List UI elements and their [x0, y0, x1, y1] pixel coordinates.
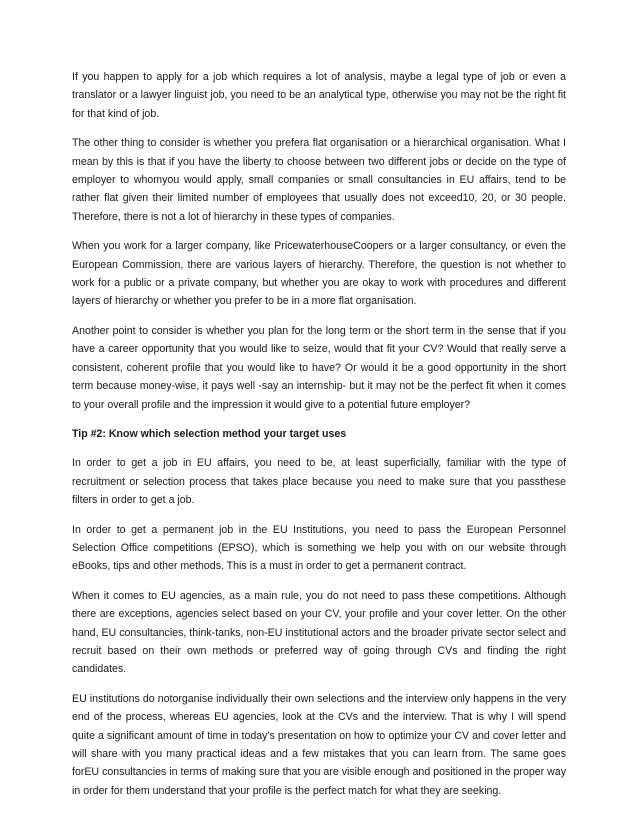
paragraph-larger-company: When you work for a larger company, like PricewaterhouseCoopers or a larger consultancy, or even the European Commission, there are various layers of hierarchy. Therefore, the question is not whether to work for a public or a private company, but whether you are okay to work with procedures and different layers of hierarchy or whether you prefer to be in a more flat organisation. [72, 240, 566, 308]
paragraph-long-short-term: Another point to consider is whether you plan for the long term or the short term in the sense that if you have a career opportunity that you would like to seize, would that fit your CV? Would that really serve a consistent, coherent profile that you would like to have? Or would it be a good opportunity in the short term because money-wise, it pays well -say an internship- but it may not be the perfect fit when it comes to your overall profile and the impression it would give to a potential future employer? [72, 324, 566, 411]
paragraph-eu-agencies: When it comes to EU agencies, as a main rule, you do not need to pass these competitions. Although there are exceptions, agencies select based on your CV, your profile and your cover letter. On the other hand, EU consultancies, think-tanks, non-EU institutional actors and the broader private sector select and recruit based on their own methods or preferred way of going through CVs and finding the right candidates. [72, 589, 566, 676]
paragraph-eu-institutions-selection: EU institutions do notorganise individually their own selections and the interview only happens in the very end of the process, whereas EU agencies, look at the CVs and the interview. That is why I will spend quite a significant amount of time in today’s presentation on how to optimize your CV and cover letter and will share with you many practical ideas and a few mistakes that you can learn from. The same goes forEU consultancies in terms of making sure that you are visible enough and positioned in the proper way in order for them understand that your profile is the perfect match for what they are seeking. [72, 692, 566, 797]
paragraph-analytical-fit: If you happen to apply for a job which requires a lot of analysis, maybe a legal type of job or even a translator or a lawyer linguist job, you need to be an analytical type, otherwise you may not be the right fit for that kind of job. [72, 71, 566, 120]
paragraph-epso-competitions: In order to get a permanent job in the EU Institutions, you need to pass the European Personnel Selection Office competitions (EPSO), which is something we help you with on our website through eBooks, tips and other methods. This is a must in order to get a permanent contract. [72, 523, 566, 573]
paragraph-flat-organisation: The other thing to consider is whether you prefera flat organisation or a hierarchical organisation. What I mean by this is that if you have the liberty to choose between two different jobs or decide on the type of employer to whomyou would apply, small companies or small consultancies in EU affairs, tend to be rather flat given their limited number of employees that usually does not exceed10, 20, or 30 people. Therefore, there is not a lot of hierarchy in these types of companies. [72, 137, 566, 223]
section-heading-tip-2: Tip #2: Know which selection method your target uses [72, 427, 347, 440]
paragraph-recruitment-process: In order to get a job in EU affairs, you need to be, at least superficially, familiar with the type of recruitment or selection process that takes place because you need to make sure that you passthese filters in order to get a job. [72, 457, 566, 507]
document-body [72, 68, 566, 811]
